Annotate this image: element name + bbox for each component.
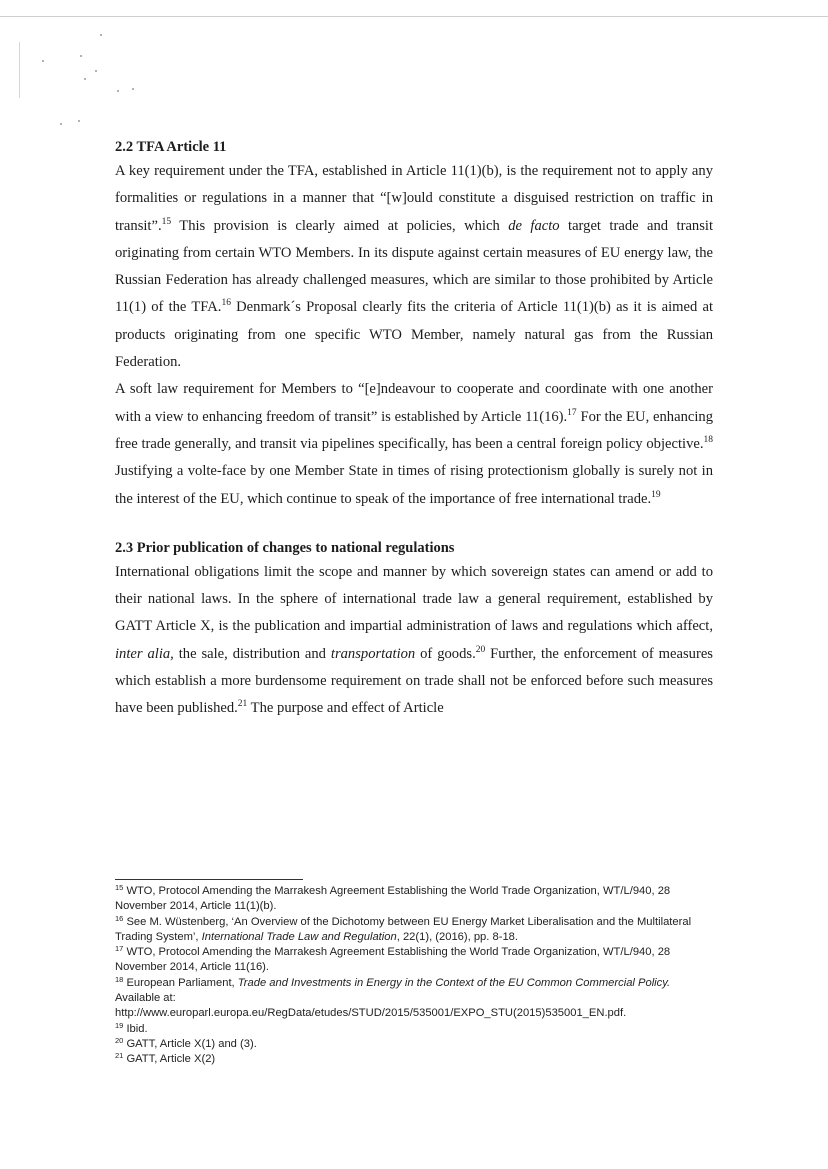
p3-italic-inter-alia: inter alia, [115, 645, 174, 662]
p1-italic-de-facto: de facto [508, 217, 560, 234]
footnote-number: 21 [115, 1051, 124, 1061]
paragraph-soft-law [115, 376, 713, 512]
main-content [115, 136, 713, 723]
footnotes [115, 884, 715, 1068]
footnote-ref-15[interactable]: 15 [161, 216, 172, 227]
footnote-ref-21[interactable]: 21 [237, 699, 248, 710]
footnote-ref-19[interactable]: 19 [651, 489, 661, 500]
footnote-journal-title: International Trade Law and Regulation [201, 930, 397, 943]
footnote-text: WTO, Protocol Amending the Marrakesh Agreement Establishing the World Trade Organization, WT/L/940, 28 November 2014, Article 11(16). [115, 946, 671, 974]
footnote-21 [115, 1052, 715, 1067]
footnote-number: 18 [115, 974, 124, 984]
footnote-report-title: Trade and Investments in Energy in the Context of the EU Common Commercial Policy. [237, 976, 671, 989]
p2-s3: Justifying a volte-face by one Member State in times of rising protectionism globally is surely not in the interest of the EU, which continue to speak of the importance of free international trade. [115, 463, 713, 507]
footnote-text: European Parliament, [123, 976, 238, 989]
footnote-text: GATT, Article X(1) and (3). [123, 1037, 257, 1050]
section-heading-2-2: 2.2 TFA Article 11 [115, 139, 227, 155]
p1-s2b: target trade and transit originating from certain WTO Members. In its dispute against certain measures of EU energy law, the Russian Federation has already challenged measures, which are similar to those prohibited by Article 11(1) of the TFA. [115, 217, 714, 316]
footnote-number: 20 [115, 1035, 124, 1045]
footnote-16 [115, 915, 715, 946]
p1-s1: A key requirement under the TFA, established in Article 11(1)(b), is the requirement not to apply any formalities or regulations in a manner that “[w]ould constitute a disguised restriction on traffic in transit”. [115, 163, 713, 234]
p3-italic-transportation: transportation [330, 645, 416, 662]
footnote-text: , 22(1), (2016), pp. 8-18. [396, 930, 518, 943]
footnote-19 [115, 1022, 715, 1037]
footnote-text: GATT, Article X(2) [123, 1053, 216, 1066]
section-heading-2-3: 2.3 Prior publication of changes to national regulations [115, 539, 455, 556]
footnote-ref-16[interactable]: 16 [221, 298, 231, 309]
footnote-20 [115, 1037, 715, 1052]
footnote-number: 16 [115, 913, 124, 923]
footnote-text: Ibid. [123, 1022, 148, 1035]
footnote-number: 19 [115, 1020, 124, 1030]
p3-s5: The purpose and effect of Article [247, 700, 444, 717]
footnote-number: 15 [115, 883, 124, 892]
footnote-ref-20[interactable]: 20 [475, 644, 486, 655]
footnote-text: See M. Wüstenberg, ‘An Overview of the Dichotomy between EU Energy Market Liberalisation and the Multilateral Trading System’, [115, 915, 692, 943]
p3-s1: International obligations limit the scope and manner by which sovereign states can amend or add to their national laws. In the sphere of international trade law a general requirement, established by GATT Article X, is the publication and impartial administration of laws and regulations which affect, [115, 563, 713, 635]
footnote-ref-17[interactable]: 17 [567, 407, 577, 418]
p2-s1: A soft law requirement for Members to “[e]ndeavour to cooperate and coordinate with one another with a view to enhancing freedom of transit” is established by Article 11(16). [115, 381, 713, 425]
footnote-url-link[interactable]: http://www.europarl.europa.eu/RegData/etudes/STUD/2015/535001/EXPO_STU(2015)535001_EN.pdf. [115, 1007, 627, 1020]
p2-s2: For the EU, enhancing free trade generally, and transit via pipelines specifically, has been a central foreign policy objective. [115, 408, 713, 452]
footnote-number: 17 [115, 944, 124, 954]
paragraph-prior-publication [115, 559, 713, 723]
p1-s2a: This provision is clearly aimed at policies, which [171, 217, 509, 234]
p1-s3: Denmark´s Proposal clearly fits the criteria of Article 11(1)(b) as it is aimed at products originating from one specific WTO Member, namely natural gas from the Russian Federation. [115, 299, 713, 371]
footnote-18 [115, 976, 715, 1022]
footnote-separator [115, 879, 303, 880]
footnote-text: Available at: [115, 992, 176, 1005]
p3-s3: of goods. [415, 645, 476, 662]
footnote-ref-18[interactable]: 18 [703, 434, 713, 445]
footnote-15 [115, 884, 715, 915]
paragraph-tfa-article-11 [115, 158, 713, 376]
p3-s2: the sale, distribution and [173, 645, 331, 662]
footnote-text: WTO, Protocol Amending the Marrakesh Agreement Establishing the World Trade Organization, WT/L/940, 28 November 2014, Article 11(1)(b). [115, 885, 671, 913]
footnote-17 [115, 945, 715, 976]
p3-s4: Further, the enforcement of measures which establish a more burdensome requirement on trade shall not be enforced before such measures have been published. [115, 645, 713, 717]
